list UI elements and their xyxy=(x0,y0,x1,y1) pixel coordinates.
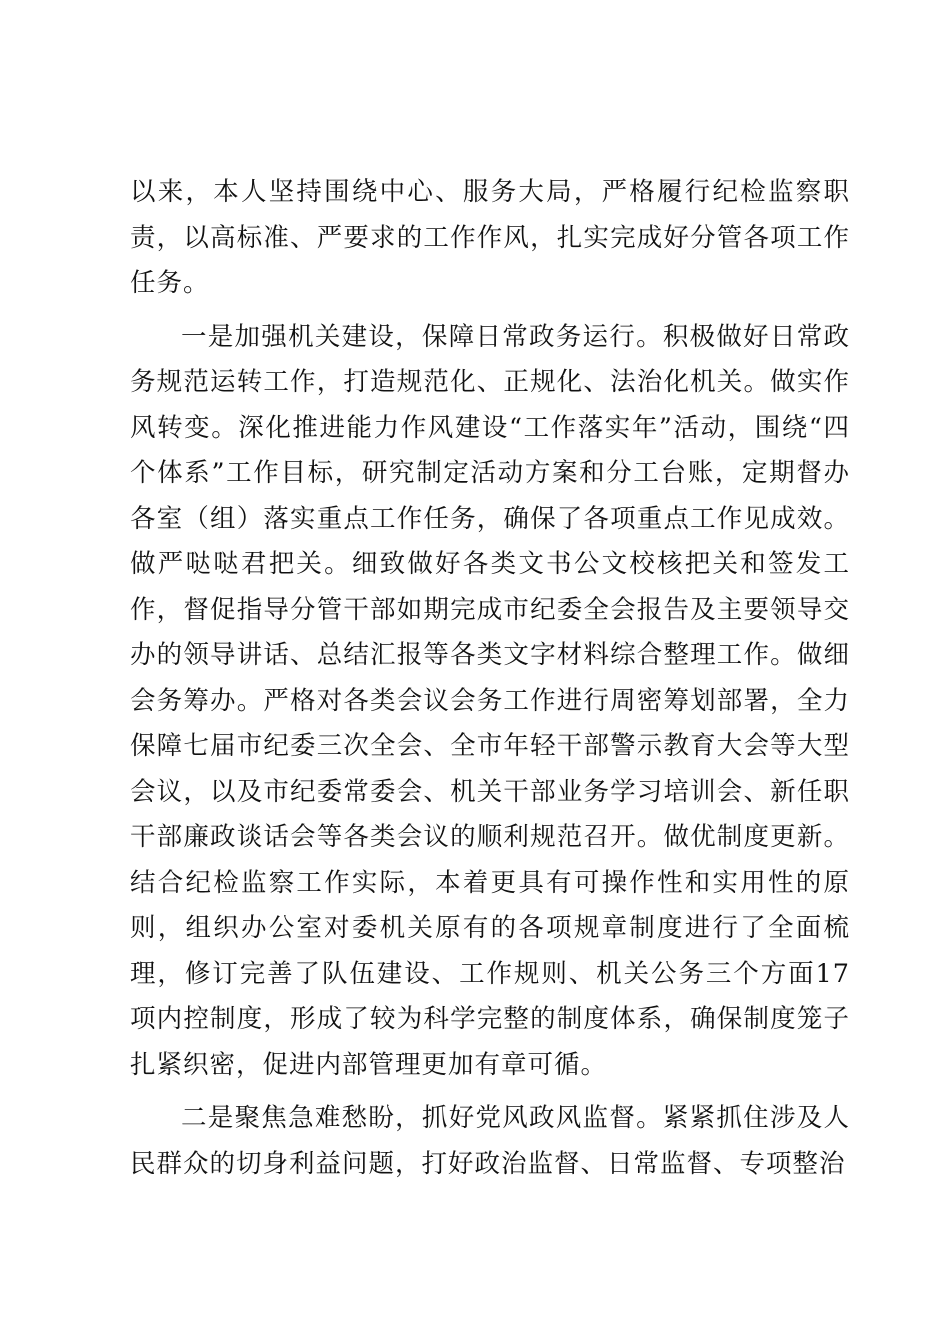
paragraph-gap xyxy=(130,1088,850,1096)
paragraph-gap xyxy=(130,307,850,315)
paragraph-institution-building: 一是加强机关建设，保障日常政务运行。积极做好日常政务规范运转工作，打造规范化、正规化、法治化机关。做实作风转变。深化推进能力作风建设“工作落实年”活动，围绕“四个体系”工作目标，研究制定活动方案和分工台账，定期督办各室（组）落实重点工作任务，确保了各项重点工作见成效。做严哒哒君把关。细致做好各类文书公文校核把关和签发工作，督促指导分管干部如期完成市纪委全会报告及主要领导交办的领导讲话、总结汇报等各类文字材料综合整理工作。做细会务筹办。严格对各类会议会务工作进行周密筹划部署，全力保障七届市纪委三次全会、全市年轻干部警示教育大会等大型会议，以及市纪委常委会、机关干部业务学习培训会、新任职干部廉政谈话会等各类会议的顺利规范召开。做优制度更新。结合纪检监察工作实际，本着更具有可操作性和实用性的原则，组织办公室对委机关原有的各项规章制度进行了全面梳理，修订完善了队伍建设、工作规则、机关公务三个方面17项内控制度，形成了较为科学完整的制度体系，确保制度笼子扎紧织密，促进内部管理更加有章可循。 xyxy=(130,321,850,1080)
paragraph-supervision: 二是聚焦急难愁盼，抓好党风政风监督。紧紧抓住涉及人民群众的切身利益问题，打好政治监督、日常监督、专项整治 xyxy=(130,1103,850,1179)
paragraph-intro: 以来，本人坚持围绕中心、服务大局，严格履行纪检监察职责，以高标准、严要求的工作作风，扎实完成好分管各项工作任务。 xyxy=(130,177,850,298)
document-body xyxy=(130,170,850,1187)
